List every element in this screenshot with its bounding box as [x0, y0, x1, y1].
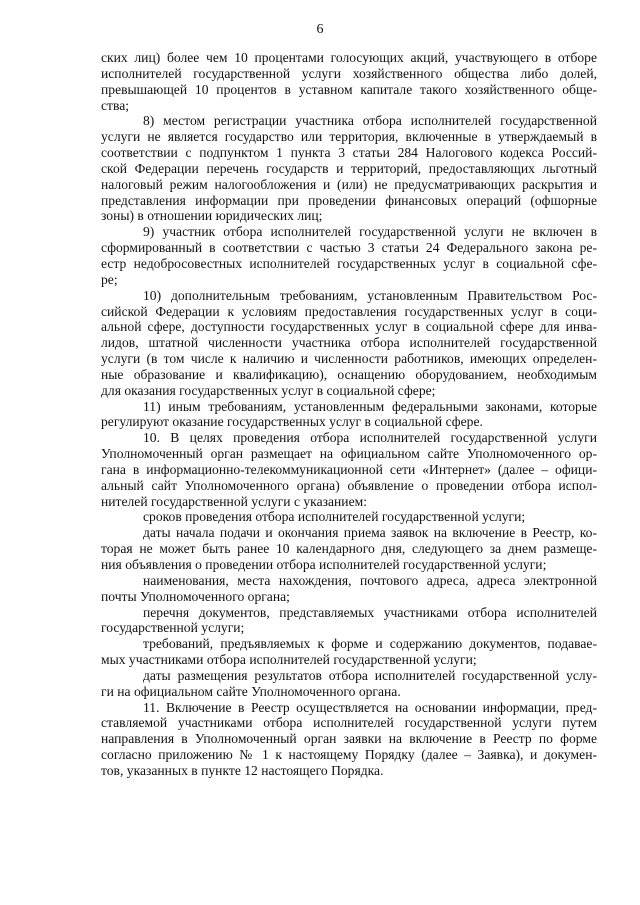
- paragraph-item-9: [101, 224, 597, 287]
- text-line: исполнителей государственной услуги хозяйственного общества либо долей,: [101, 65, 597, 81]
- text-line: альный сайт Уполномоченного органа) объявление о проведении отбора испол-: [101, 477, 597, 493]
- text-line: регулируют оказание государственных услуг в социальной сфере.: [101, 414, 483, 430]
- text-line: сроков проведения отбора исполнителей государственной услуги;: [143, 509, 526, 525]
- text-line: превышающей 10 процентов в уставном капитале такого хозяйственного обще-: [101, 81, 597, 97]
- text-line: нителей государственной услуги с указанием:: [101, 493, 367, 509]
- text-line: тов, указанных в пункте 12 настоящего Порядка.: [101, 762, 384, 778]
- text-line: налоговый режим налогообложения и (или) не предусматривающих раскрытия и: [101, 176, 597, 192]
- paragraph-dates: [101, 525, 597, 573]
- paragraph-continuation: [101, 50, 597, 113]
- text-line: 9) участник отбора исполнителей государственной услуги не включен в: [143, 224, 597, 240]
- text-line: 10. В целях проведения отбора исполнителей государственной услуги: [143, 430, 597, 446]
- text-line: направления в Уполномоченный орган заявки на включение в Реестр по форме: [101, 731, 597, 747]
- text-line: лидов, штатной численности участника отбора исполнителей государственной: [101, 335, 597, 351]
- paragraph-documents: [101, 605, 597, 637]
- text-line: требований, предъявляемых к форме и содержанию документов, подавае-: [143, 636, 597, 652]
- text-line: торая не может быть ранее 10 календарного дня, следующего за днем размеще-: [101, 541, 597, 557]
- text-line: сийской Федерации к условиям предоставления государственных услуг в соци-: [101, 303, 597, 319]
- text-line: услуги (в том числе к наличию и численности работников, имеющих определен-: [101, 351, 597, 367]
- text-line: 11. Включение в Реестр осуществляется на основании информации, пред-: [143, 699, 597, 715]
- text-line: зоны) в отношении юридических лиц;: [101, 208, 323, 224]
- text-line: сформированный в соответствии с частью 3 статьи 24 Федерального закона ре-: [101, 240, 597, 256]
- text-line: даты начала подачи и окончания приема заявок на включение в Реестр, ко-: [143, 525, 597, 541]
- text-line: 10) дополнительным требованиям, установленным Правительством Рос-: [143, 287, 597, 303]
- text-line: соответствии с подпунктом 1 пункта 3 статьи 284 Налогового кодекса Россий-: [101, 145, 597, 161]
- paragraph-point-10: [101, 430, 597, 509]
- text-line: ства;: [101, 97, 130, 113]
- page-number: 6: [316, 22, 324, 37]
- document-body: [101, 50, 597, 779]
- text-line: услуги не является государство или территория, включенные в утверждаемый в: [101, 129, 597, 145]
- paragraph-requirements: [101, 636, 597, 668]
- paragraph-terms: [101, 509, 597, 525]
- text-line: 8) местом регистрации участника отбора исполнителей государственной: [143, 113, 597, 129]
- text-line: представления информации при проведении финансовых операций (офшорные: [101, 192, 597, 208]
- text-line: ских лиц) более чем 10 процентами голосующих акций, участвующего в отборе: [101, 50, 597, 65]
- text-line: гана в информационно-телекоммуникационной сети «Интернет» (далее – офици-: [101, 461, 597, 477]
- text-line: мых участниками отбора исполнителей государственной услуги;: [101, 652, 477, 668]
- text-line: альной сфере, доступности государственных услуг в социальной сфере для инва-: [101, 319, 597, 335]
- text-line: согласно приложению № 1 к настоящему Порядку (далее – Заявка), и докумен-: [101, 747, 597, 763]
- text-line: почты Уполномоченного органа;: [101, 588, 290, 604]
- paragraph-names: [101, 573, 597, 605]
- text-line: 11) иным требованиям, установленным федеральными законами, которые: [143, 398, 597, 414]
- text-line: ги на официальном сайте Уполномоченного органа.: [101, 683, 401, 699]
- text-line: Уполномоченный орган размещает на официальном сайте Уполномоченного ор-: [101, 446, 597, 462]
- text-line: ные образование и квалификацию), оснащению оборудованием, необходимым: [101, 366, 597, 382]
- paragraph-point-11: [101, 700, 597, 779]
- paragraph-results: [101, 668, 597, 700]
- paragraph-item-8: [101, 113, 597, 224]
- text-line: ре;: [101, 271, 118, 287]
- paragraph-item-10: [101, 288, 597, 399]
- text-line: ставляемой участниками отбора исполнителей государственной услуги путем: [101, 715, 597, 731]
- text-line: даты размещения результатов отбора исполнителей государственной услу-: [143, 667, 597, 683]
- paragraph-item-11: [101, 399, 597, 431]
- text-line: государственной услуги;: [101, 620, 245, 636]
- text-line: ния объявления о проведении отбора исполнителей государственной услуги;: [101, 557, 547, 572]
- text-line: наименования, места нахождения, почтового адреса, адреса электронной: [143, 572, 597, 588]
- text-line: для оказания государственных услуг в социальной сфере;: [101, 382, 436, 398]
- text-line: перечня документов, представляемых участниками отбора исполнителей: [143, 604, 597, 620]
- text-line: естр недобросовестных исполнителей государственных услуг в социальной сфе-: [101, 255, 597, 271]
- text-line: ской Федерации перечень государств и территорий, предоставляющих льготный: [101, 160, 597, 176]
